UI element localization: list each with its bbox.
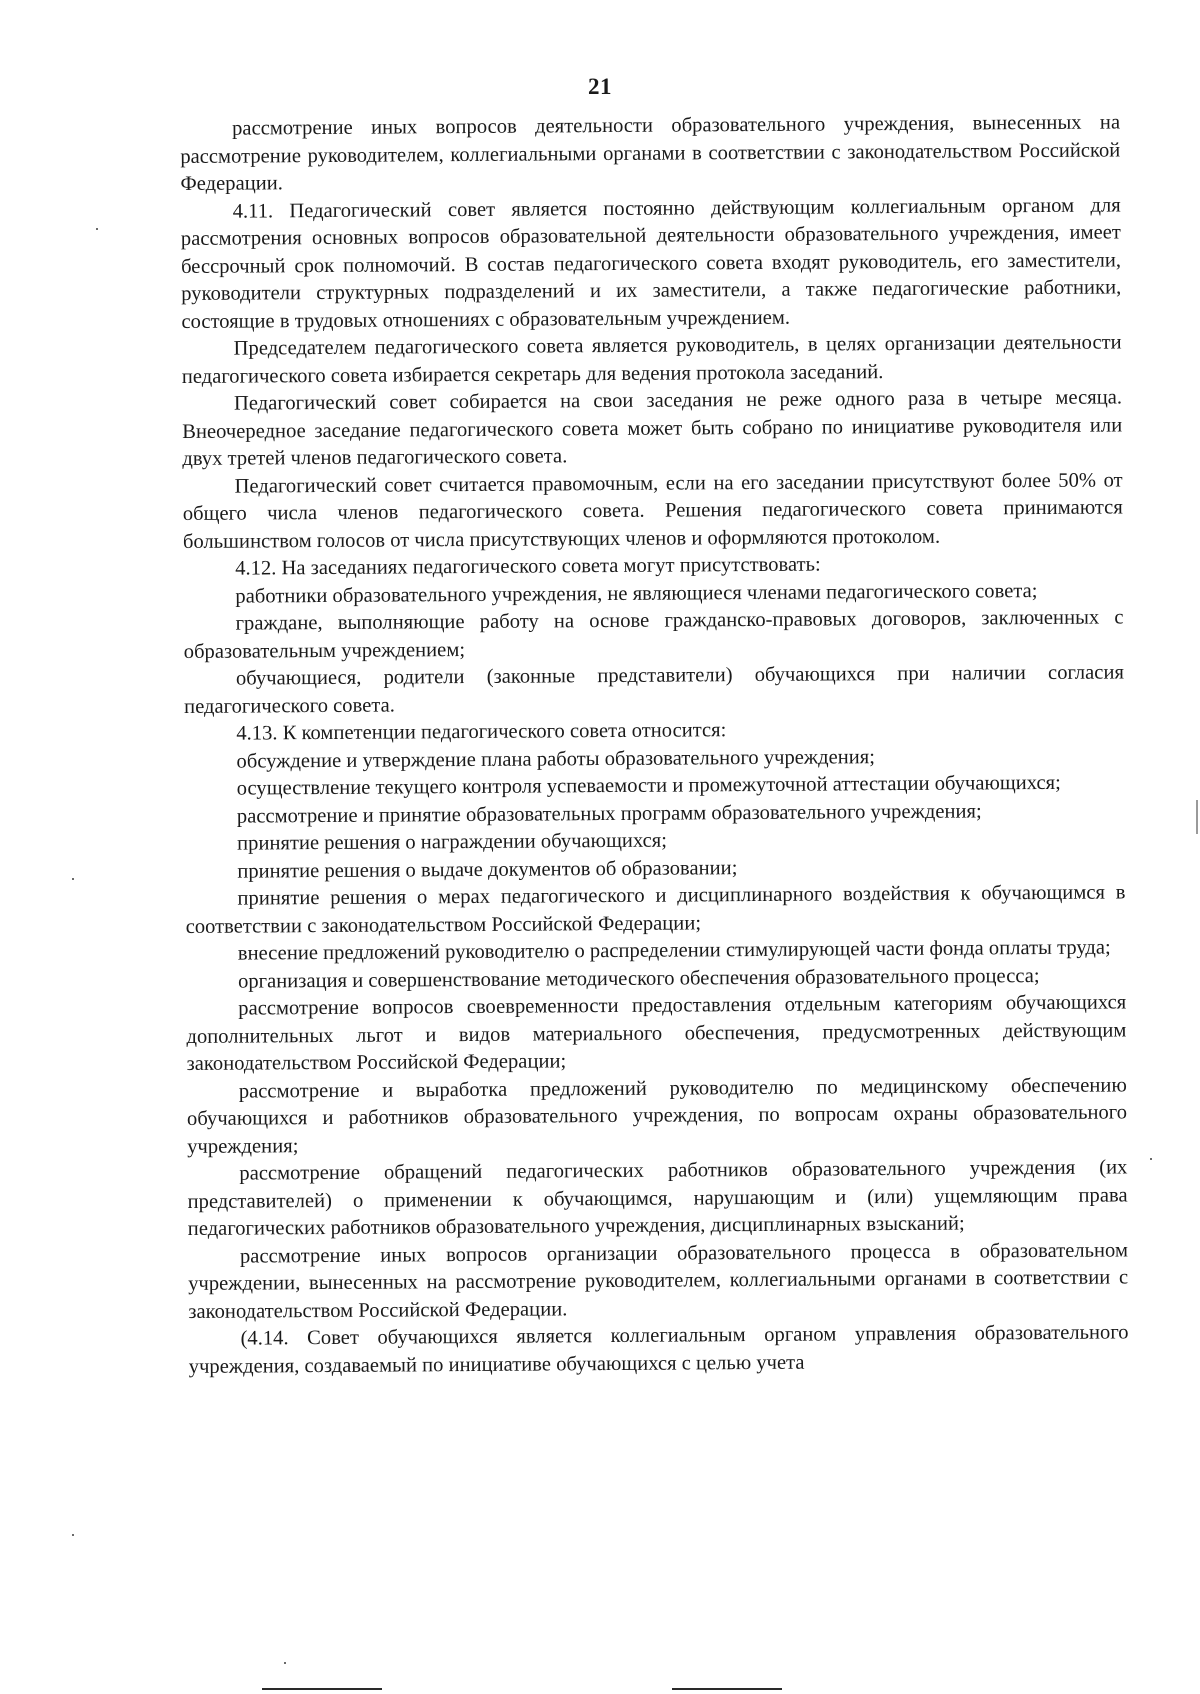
list-item: организация и совершенствование методического обеспечения образовательного процесса; — [237, 964, 1040, 993]
list-item: осуществление текущего контроля успеваемости и промежуточной аттестации обучающихся; — [236, 771, 1061, 800]
footer-rule — [672, 1688, 782, 1690]
list-item: обсуждение и утверждение плана работы образовательного учреждения; — [236, 745, 876, 773]
list-item: граждане, выполняющие работу на основе гражданско-правовых договоров, заключенных с образовательным учреждением; — [183, 606, 1124, 663]
paragraph-meetings: Педагогический совет собирается на свои заседания не реже одного раза в четыре месяца. Внеочередное заседание педагогического совета может быть собрано по инициативе руководителя или двух третей членов педагогического совета. — [182, 386, 1123, 470]
scan-edge-mark — [1196, 800, 1198, 834]
scan-speck — [96, 228, 98, 230]
footer-rule — [262, 1688, 382, 1690]
scan-speck — [1150, 1158, 1152, 1160]
paragraph-4-13: 4.13. К компетенции педагогического совета относится: — [236, 719, 727, 745]
list-item: обучающиеся, родители (законные представители) обучающихся при наличии согласия педагогического совета. — [184, 661, 1124, 718]
paragraph-continuation: рассмотрение иных вопросов деятельности образовательного учреждения, вынесенных на рассмотрение руководителем, коллегиальными органами в соответствии с законодательством Российской Федерации. — [180, 111, 1121, 195]
list-item: рассмотрение и выработка предложений руководителю по медицинскому обеспечению обучающихся и работников образовательного учреждения, по вопросам охраны образовательного учреждения; — [186, 1073, 1128, 1158]
list-item: принятие решения о мерах педагогического и дисциплинарного воздействия к обучающимся в соответствии с законодательством Российской Федерации; — [185, 881, 1126, 938]
paragraph-4-12: 4.12. На заседаниях педагогического совета могут присутствовать: — [235, 553, 821, 580]
page-number: 21 — [588, 74, 612, 99]
list-item: работники образовательного учреждения, не являющиеся членами педагогического совета; — [235, 579, 1038, 608]
scan-speck — [72, 1534, 74, 1536]
list-item: внесение предложений руководителю о распределении стимулирующей части фонда оплаты труда; — [237, 936, 1111, 965]
paragraph-4-11: 4.11. Педагогический совет является постоянно действующим коллегиальным органом для рассмотрения основных вопросов образовательной деятельности образовательного учреждения, имеет бессрочный срок полномочий. В состав педагогического совета входят руководитель, его заместители, руководители структурных подразделений и их заместители, а также педагогические работники, состоящие в трудовых отношениях с образовательным учреждением. — [180, 193, 1122, 333]
list-item: принятие решения о награждении обучающихся; — [237, 829, 668, 855]
list-item: рассмотрение обращений педагогических работников образовательного учреждения (их представителей) о применении к обучающимся, нарушающим и (или) ущемляющим права педагогических работников образовательного учреждения, дисциплинарных взысканий; — [187, 1156, 1128, 1240]
list-item: принятие решения о выдаче документов об образовании; — [237, 856, 738, 883]
paragraph-quorum: Педагогический совет считается правомочным, если на его заседании присутствуют более 50% от общего числа членов педагогического совета. Решения педагогического совета принимаются большинством голосов от числа присутствующих членов и оформляются протоколом. — [182, 468, 1123, 553]
list-item: рассмотрение и принятие образовательных программ образовательного учреждения; — [236, 799, 982, 828]
document-body — [180, 109, 1129, 1381]
list-item: рассмотрение вопросов своевременности предоставления отдельным категориям обучающихся дополнительных льгот и видов материального обеспечения, предусмотренных действующим законодательством Российской Федерации; — [186, 991, 1127, 1075]
list-item: рассмотрение иных вопросов организации образовательного процесса в образовательном учреждении, вынесенных на рассмотрение руководителем, коллегиальными органами в соответствии с законодательством Российской Федерации. — [188, 1238, 1129, 1323]
paragraph-chairman: Председателем педагогического совета является руководитель, в целях организации деятельности педагогического совета избирается секретарь для ведения протокола заседаний. — [181, 331, 1122, 388]
scan-speck — [72, 878, 74, 880]
scan-speck — [284, 1662, 286, 1664]
paragraph-4-14: (4.14. Совет обучающихся является коллегиальным органом управления образовательного учреждения, создаваемый по инициативе обучающихся с целью учета — [188, 1321, 1129, 1378]
